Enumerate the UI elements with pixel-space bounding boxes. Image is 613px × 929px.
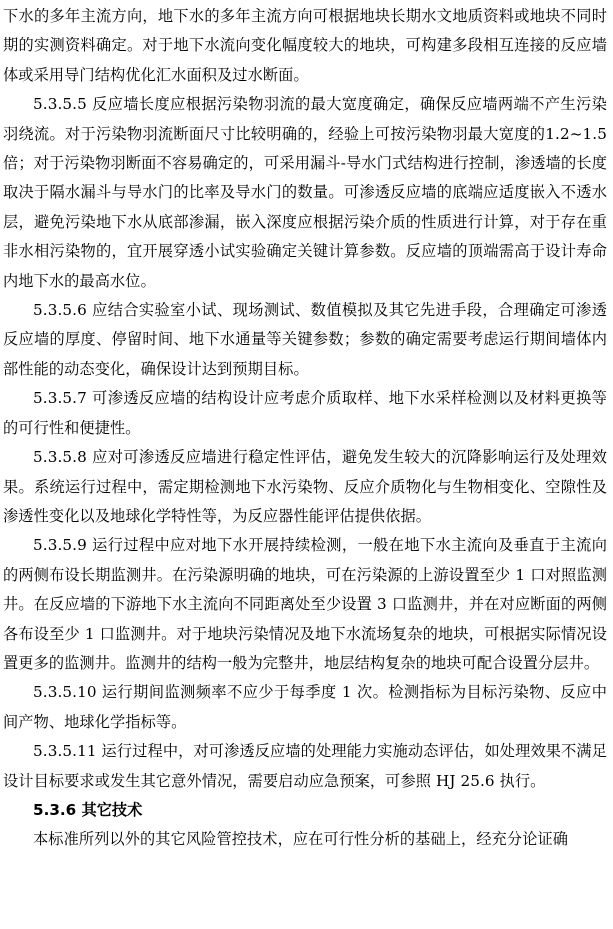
paragraph-5-3-5-9: 5.3.5.9 运行过程中应对地下水开展持续检测，一般在地下水主流向及垂直于主流向的两侧布设长期监测井。在污染源明确的地块，可在污染源的上游设置至少 1 口对照监测井。在反应墙的下游地下水主流向不同距离处至少设置 3 口监测井，并在对应断面的两侧各布设至少 1 口监测井。对于地块污染情况及地下水流场复杂的地块，可根据实际情况设置更多的监测井。监测井的结构一般为完整井，地层结构复杂的地块可配合设置分层井。 <box>3 536 607 672</box>
paragraph-5-3-5-6: 5.3.5.6 应结合实验室小试、现场测试、数值模拟及其它先进手段，合理确定可渗透反应墙的厚度、停留时间、地下水通量等关键参数；参数的确定需要考虑运行期间墙体内部性能的动态变化，确保设计达到预期目标。 <box>3 301 607 378</box>
section-heading-5-3-6: 5.3.6 其它技术 <box>33 800 143 819</box>
paragraph-5-3-5-10: 5.3.5.10 运行期间监测频率不应少于每季度 1 次。检测指标为目标污染物、反应中间产物、地球化学指标等。 <box>3 683 607 731</box>
paragraph-5-3-5-11: 5.3.5.11 运行过程中，对可渗透反应墙的处理能力实施动态评估，如处理效果不满足设计目标要求或发生其它意外情况，需要启动应急预案，可参照 HJ 25.6 执行。 <box>3 742 607 790</box>
paragraph-5-3-5-8: 5.3.5.8 应对可渗透反应墙进行稳定性评估，避免发生较大的沉降影响运行及处理效果。系统运行过程中，需定期检测地下水污染物、反应介质物化与生物相变化、空隙性及渗透性变化以及地球化学特性等，为反应器性能评估提供依据。 <box>3 448 607 525</box>
paragraph-5-3-5-5: 5.3.5.5 反应墙长度应根据污染物羽流的最大宽度确定，确保反应墙两端不产生污染羽绕流。对于污染物羽流断面尺寸比较明确的，经验上可按污染物羽最大宽度的1.2~1.5 倍；对于污染物羽断面不容易确定的，可采用漏斗-导水门式结构进行控制，渗透墙的长度取决于隔水漏斗与导水门的比率及导水门的数量。可渗透反应墙的底端应适度嵌入不透水层，避免污染地下水从底部渗漏，嵌入深度应根据污染介质的性质进行计算，对于存在重非水相污染物的，宜开展穿透小试实验确定关键计算参数。反应墙的顶端需高于设计寿命内地下水的最高水位。 <box>3 95 607 290</box>
paragraph-other-techniques: 本标准所列以外的其它风险管控技术，应在可行性分析的基础上，经充分论证确 <box>33 830 569 849</box>
paragraph-5-3-5-7: 5.3.5.7 可渗透反应墙的结构设计应考虑介质取样、地下水采样检测以及材料更换等的可行性和便捷性。 <box>3 389 607 437</box>
paragraph-continuation: 下水的多年主流方向，地下水的多年主流方向可根据地块长期水文地质资料或地块不同时期的实测资料确定。对于地下水流向变化幅度较大的地块，可构建多段相互连接的反应墙体或采用导门结构优化汇水面积及过水断面。 <box>3 7 607 84</box>
